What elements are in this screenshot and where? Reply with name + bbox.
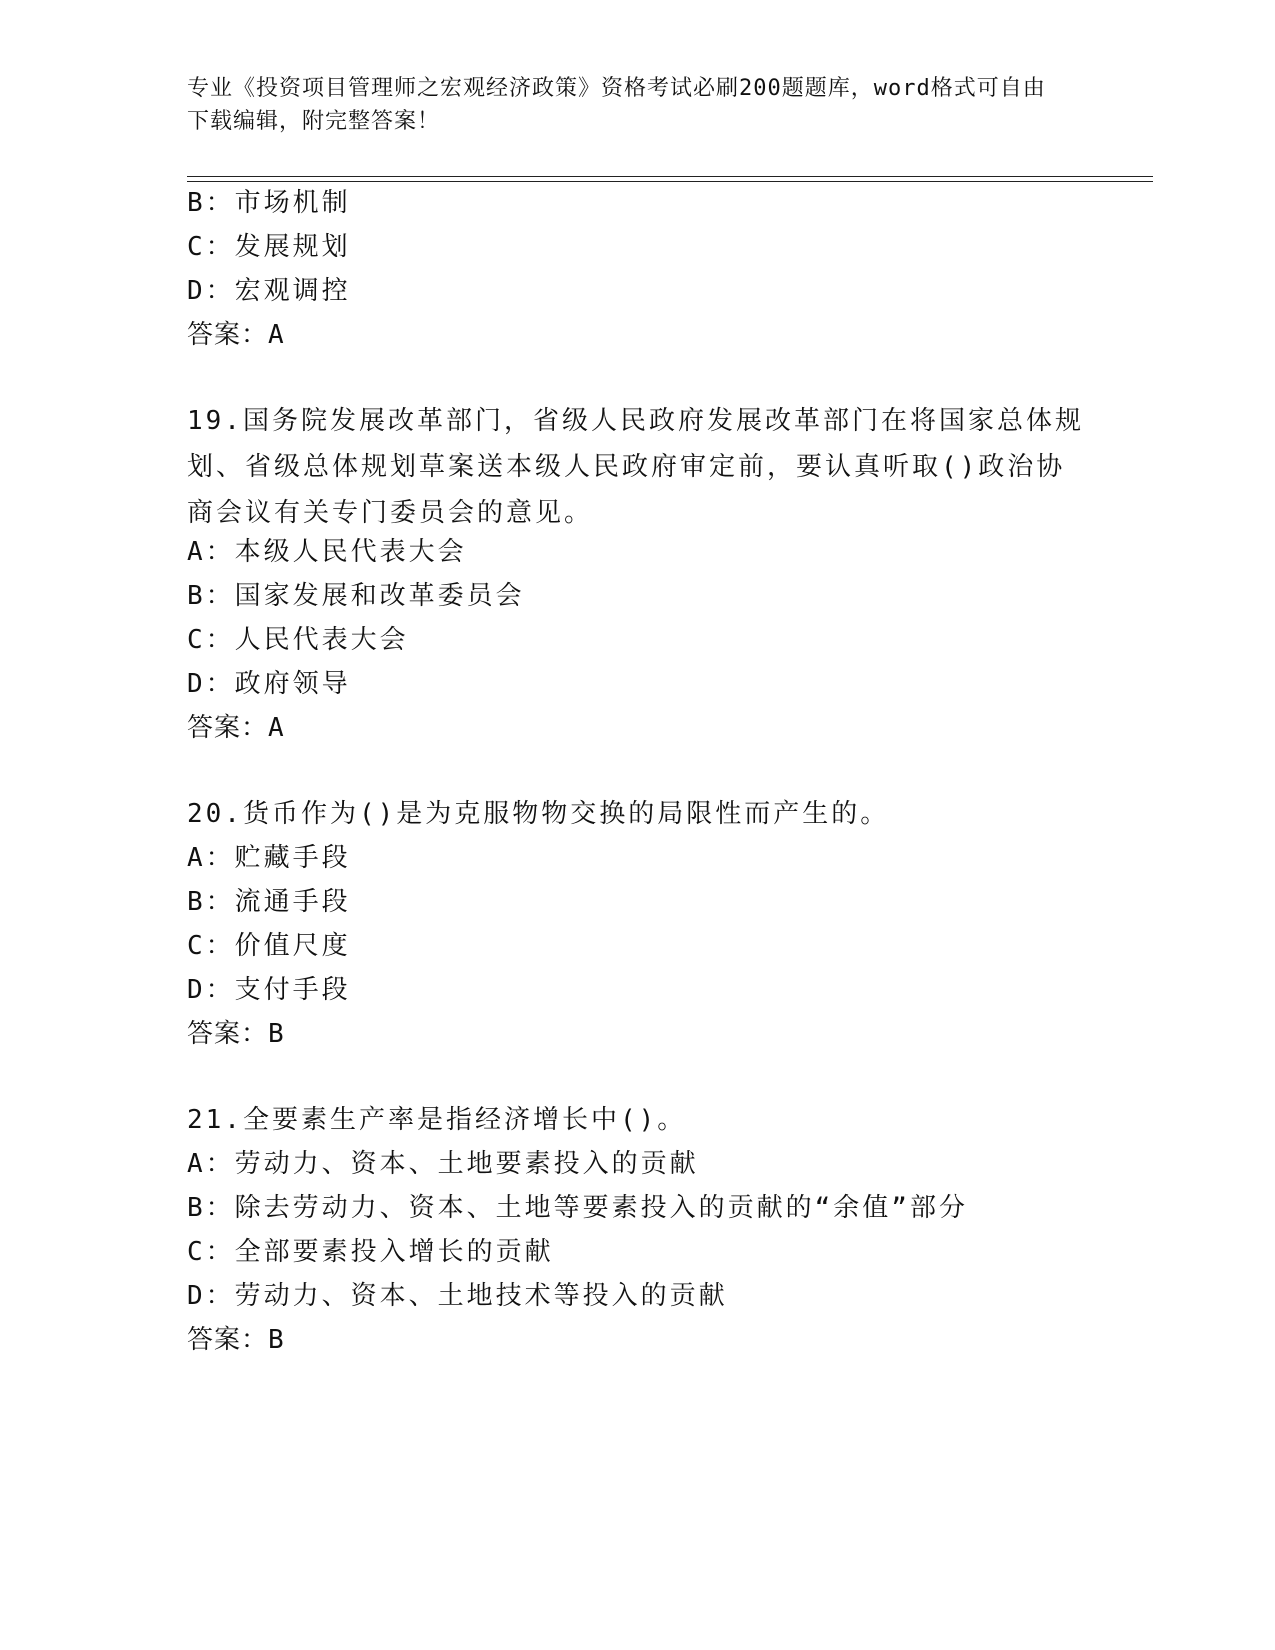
question-20-option-b: B：流通手段 [187,887,351,917]
question-21-text: 21.全要素生产率是指经济增长中()。 [187,1105,687,1135]
question-21-option-d: D：劳动力、资本、土地技术等投入的贡献 [187,1281,728,1311]
question-21-option-c: C：全部要素投入增长的贡献 [187,1237,554,1267]
question-20-option-a: A：贮藏手段 [187,843,351,873]
question-21-answer: 答案：B [187,1325,285,1355]
question-21-option-b: B：除去劳动力、资本、土地等要素投入的贡献的“余值”部分 [187,1193,968,1223]
question-19-option-b: B：国家发展和改革委员会 [187,581,525,611]
question-19-option-a: A：本级人民代表大会 [187,537,467,567]
question-20-option-c: C：价值尺度 [187,931,351,961]
question-21-option-a: A：劳动力、资本、土地要素投入的贡献 [187,1149,699,1179]
question-20-option-d: D：支付手段 [187,975,351,1005]
question-19-answer: 答案：A [187,713,285,743]
question-19-option-c: C：人民代表大会 [187,625,409,655]
header-divider-top [187,176,1153,177]
question-20-text: 20.货币作为()是为克服物物交换的局限性而产生的。 [187,799,890,829]
question-20-answer: 答案：B [187,1019,285,1049]
prev-option-d: D：宏观调控 [187,276,351,306]
prev-option-c: C：发展规划 [187,232,351,262]
prev-answer: 答案：A [187,320,285,350]
document-header: 专业《投资项目管理师之宏观经济政策》资格考试必刷200题题库，word格式可自由下载编辑，附完整答案！ [187,76,1046,134]
question-19-option-d: D：政府领导 [187,669,351,699]
prev-option-b: B：市场机制 [187,188,351,218]
question-19-text: 19.国务院发展改革部门，省级人民政府发展改革部门在将国家总体规划、省级总体规划草案送本级人民政府审定前，要认真听取()政治协商会议有关专门委员会的意见。 [187,406,1084,528]
